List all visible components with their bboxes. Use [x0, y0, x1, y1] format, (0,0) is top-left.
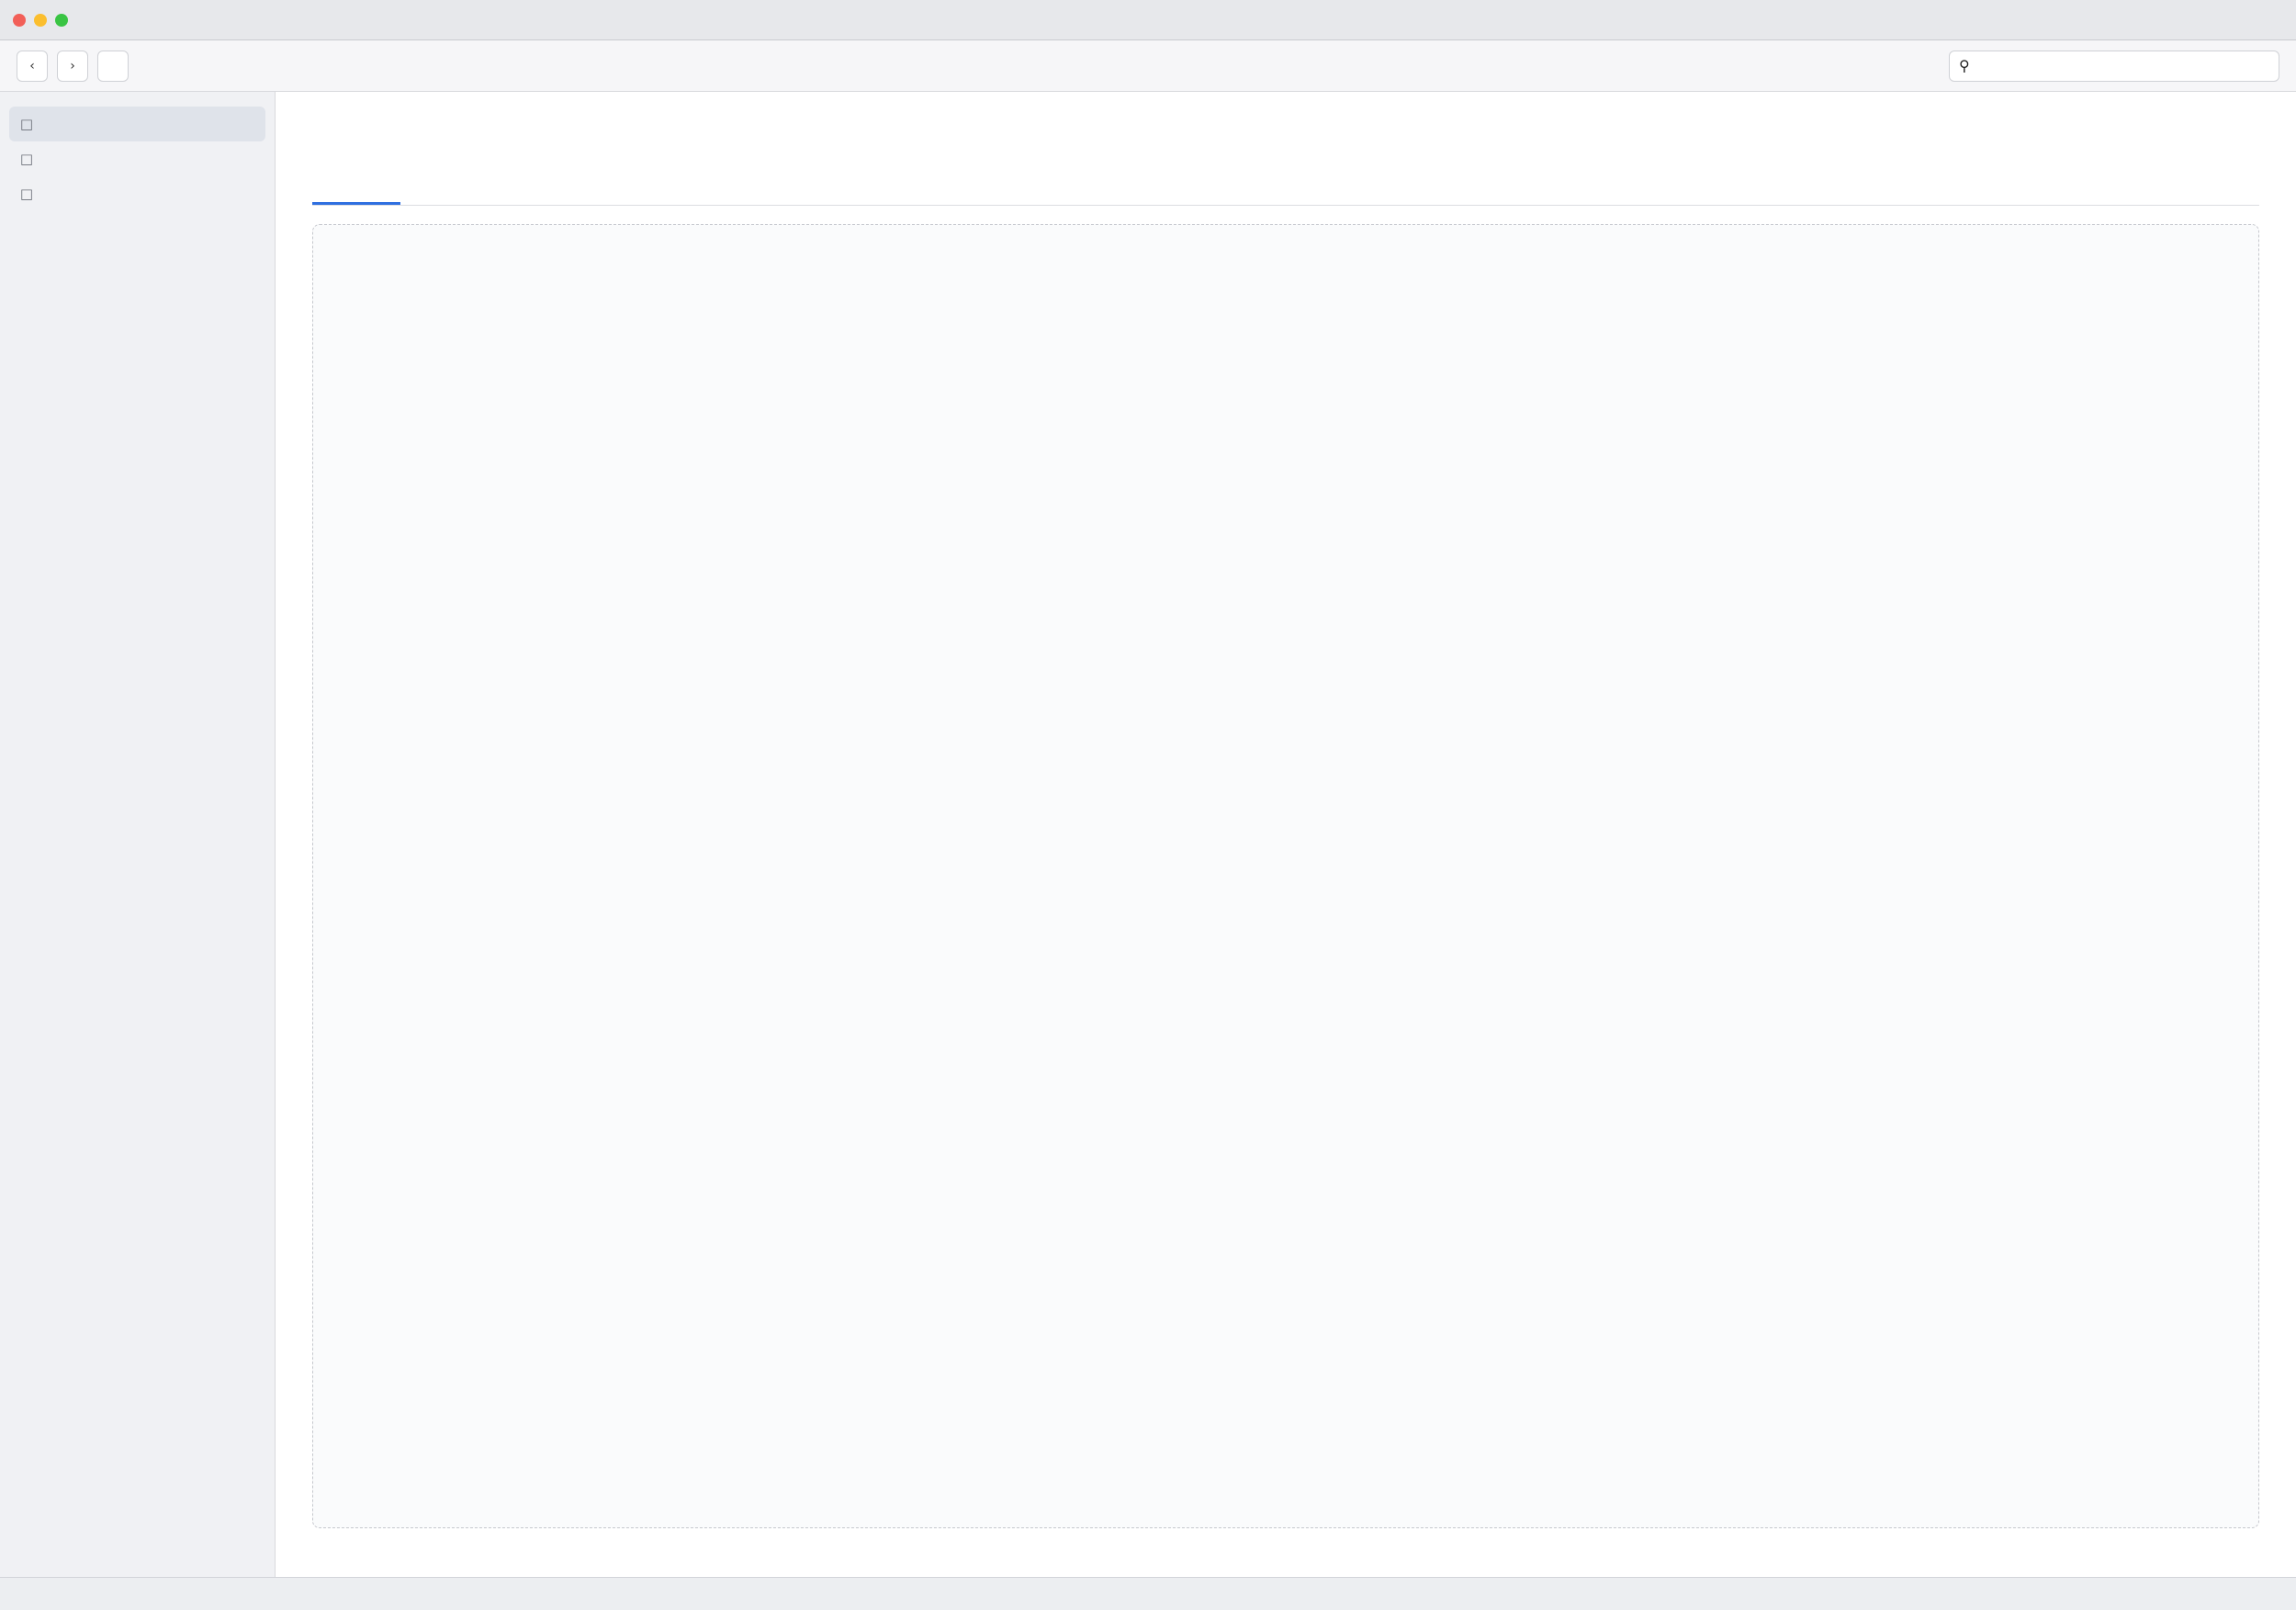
toolbar-action-button[interactable]	[97, 51, 129, 82]
search-box	[1949, 51, 2279, 82]
title-bar	[0, 0, 2296, 40]
main-panel	[276, 92, 2296, 1577]
tab-0[interactable]	[312, 165, 400, 205]
window-controls	[13, 14, 68, 27]
sidebar-item-2[interactable]	[9, 176, 265, 211]
tab-bar	[312, 165, 2259, 206]
back-button[interactable]	[17, 51, 48, 82]
content-area	[312, 224, 2259, 1528]
folder-icon: □	[19, 151, 34, 167]
folder-icon: □	[19, 116, 34, 132]
chevron-left-icon: ‹	[29, 58, 35, 73]
search-icon: ⚲	[1959, 57, 1970, 74]
maximize-window-button[interactable]	[55, 14, 68, 27]
status-bar	[0, 1577, 2296, 1610]
sidebar-item-1[interactable]	[9, 141, 265, 176]
sidebar-item-0[interactable]	[9, 107, 265, 141]
chevron-right-icon: ›	[70, 58, 75, 73]
minimize-window-button[interactable]	[34, 14, 47, 27]
folder-icon: □	[19, 186, 34, 202]
search-input[interactable]	[1977, 58, 2269, 74]
sidebar	[0, 92, 276, 1577]
toolbar	[0, 40, 2296, 92]
forward-button[interactable]	[57, 51, 88, 82]
tab-1[interactable]	[406, 165, 494, 205]
close-window-button[interactable]	[13, 14, 26, 27]
page-title	[312, 118, 2259, 149]
